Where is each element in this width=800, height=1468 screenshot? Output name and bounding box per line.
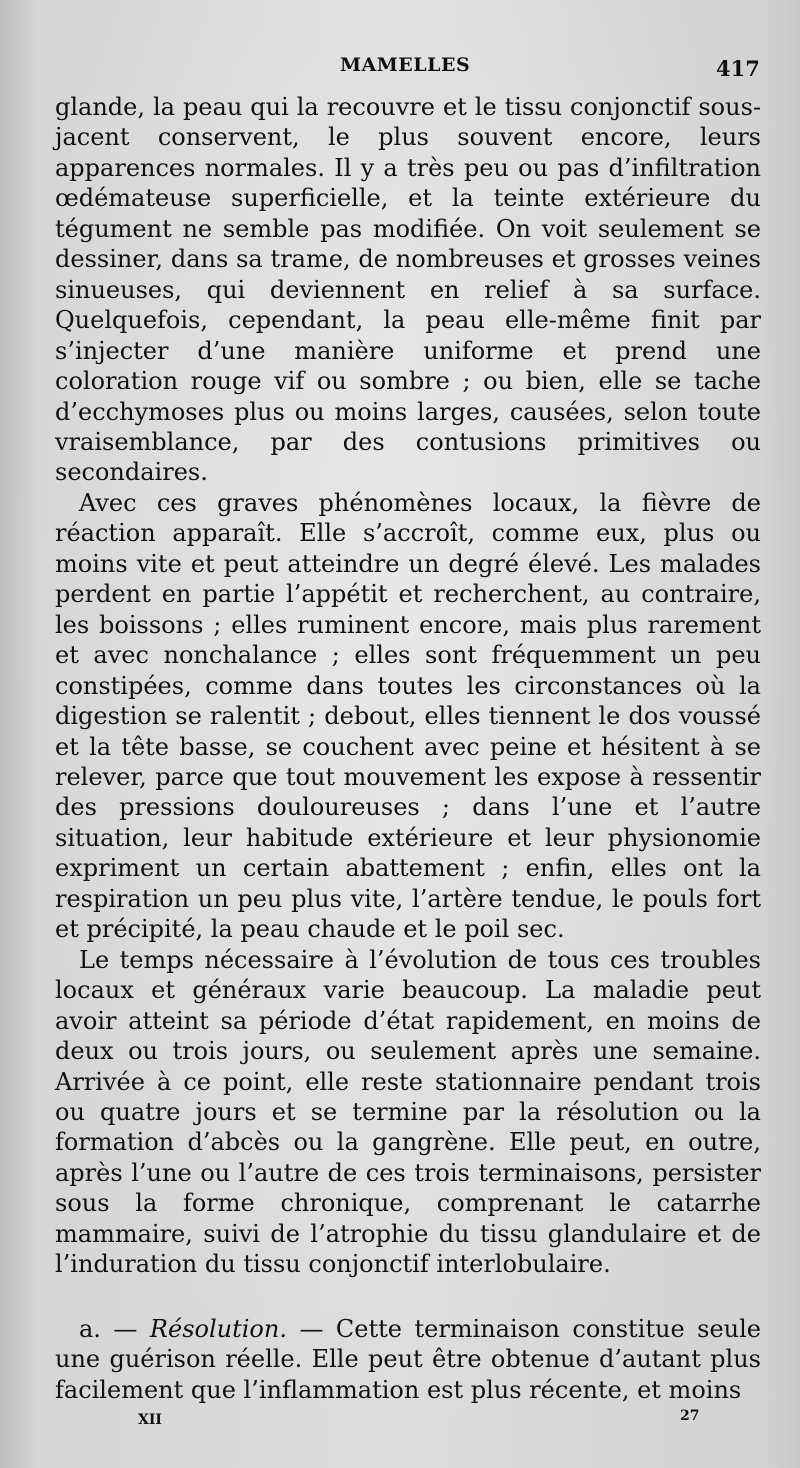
paragraph-evolution: Le temps nécessaire à l’évolution de tous ces troubles locaux et généraux varie beaucoup. La maladie peut avoir atteint sa période d’état rapidement, en moins de deux ou trois jours, ou seulement après une semaine. Arrivée à ce point, elle reste stationnaire pendant trois ou quatre jours et se termine par la résolution ou la formation d’abcès ou la gangrène. Elle peut, en outre, après l’une ou l’autre de ces trois terminaisons, persister sous la forme chronique, comprenant le catarrhe mammaire, suivi de l’atrophie du tissu glandulaire et de l’induration du tissu conjonctif interlobulaire. [55, 945, 761, 1279]
section-resolution [55, 1314, 761, 1405]
section-text: — Cette terminaison constitue seule une guérison réelle. Elle peut être obtenue d’autant plus facilement que l’inflammation est plus récente, et moins [55, 1314, 762, 1404]
signature-mark: XII [138, 1412, 162, 1428]
page-number: 417 [716, 56, 760, 81]
page-header [0, 54, 800, 84]
paragraph-fever: Avec ces graves phénomènes locaux, la fièvre de réaction apparaît. Elle s’accroît, comme eux, plus ou moins vite et peut atteindre un degré élevé. Les malades perdent en partie l’appétit et recherchent, au contraire, les boissons ; elles ruminent encore, mais plus rarement et avec nonchalance ; elles sont fréquemment un peu constipées, comme dans toutes les circonstances où la digestion se ralentit ; debout, elles tiennent le dos voussé et la tête basse, se couchent avec peine et hésitent à se relever, parce que tout mouvement les expose à ressentir des pressions douloureuses ; dans l’une et l’autre situation, leur habitude extérieure et leur physionomie expriment un certain abattement ; enfin, elles ont la respiration un peu plus vite, l’artère tendue, le pouls fort et précipité, la peau chaude et le poil sec. [55, 488, 761, 944]
body-text [55, 92, 761, 1405]
section-marker: a. — [79, 1314, 150, 1343]
paragraph-continued: glande, la peau qui la recouvre et le tissu conjonctif sous-jacent conservent, le plus souvent encore, leurs apparences normales. Il y a très peu ou pas d’infiltration œdémateuse superficielle, et la teinte extérieure du tégument ne semble pas modifiée. On voit seulement se dessiner, dans sa trame, de nombreuses et grosses veines sinueuses, qui deviennent en relief à sa surface. Quelquefois, cependant, la peau elle-même finit par s’injecter d’une manière uniforme et prend une coloration rouge vif ou sombre ; ou bien, elle se tache d’ecchymoses plus ou moins larges, causées, selon toute vraisemblance, par des contusions primitives ou secondaires. [55, 93, 761, 487]
section-title: Résolution. [149, 1314, 287, 1343]
running-head: MAMELLES [340, 54, 471, 76]
page-footer [0, 1408, 800, 1436]
sheet-number: 27 [680, 1408, 700, 1424]
